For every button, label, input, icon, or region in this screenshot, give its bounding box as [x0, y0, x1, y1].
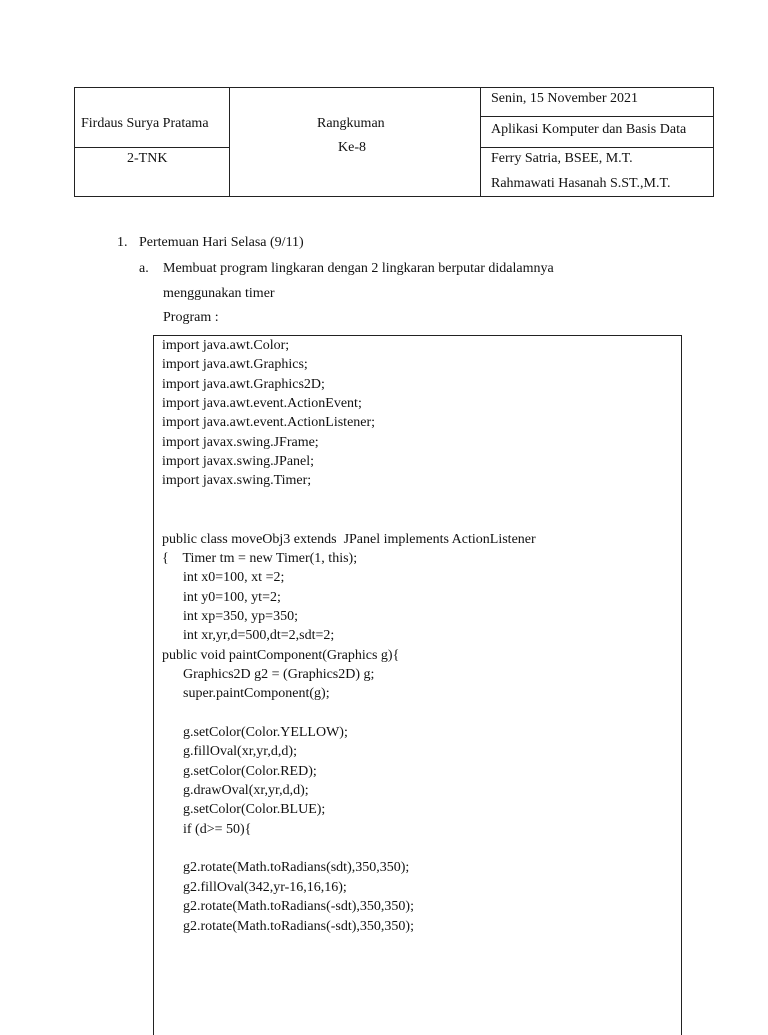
code-line: import javax.swing.JFrame;: [162, 434, 319, 450]
student-name: Firdaus Surya Pratama: [81, 116, 209, 131]
sub-item-text: Membuat program lingkaran dengan 2 lingkaran berputar didalamnya: [163, 261, 554, 276]
code-line: g.drawOval(xr,yr,d,d);: [162, 783, 309, 799]
code-line: g2.rotate(Math.toRadians(-sdt),350,350);: [162, 918, 414, 934]
program-label: Program :: [163, 310, 219, 325]
document-date: Senin, 15 November 2021: [491, 91, 638, 106]
code-line: g.setColor(Color.RED);: [162, 763, 317, 779]
header-table: [74, 87, 714, 197]
code-line: int y0=100, yt=2;: [162, 589, 281, 605]
code-line: Graphics2D g2 = (Graphics2D) g;: [162, 666, 375, 682]
code-line: g2.fillOval(342,yr-16,16,16);: [162, 879, 347, 895]
code-line: g2.rotate(Math.toRadians(sdt),350,350);: [162, 860, 410, 876]
code-line: super.paintComponent(g);: [162, 686, 330, 702]
lecturer-name: Rahmawati Hasanah S.ST.,M.T.: [491, 176, 671, 191]
document-title: Rangkuman: [317, 116, 385, 131]
code-line: { Timer tm = new Timer(1, this);: [162, 550, 358, 566]
code-line: import java.awt.Graphics;: [162, 357, 308, 373]
code-line: public void paintComponent(Graphics g){: [162, 647, 400, 663]
code-line: g.setColor(Color.BLUE);: [162, 802, 326, 818]
sub-item-text: menggunakan timer: [163, 286, 275, 301]
table-divider: [480, 147, 713, 148]
code-line: import java.awt.event.ActionListener;: [162, 415, 376, 431]
code-line: g2.rotate(Math.toRadians(-sdt),350,350);: [162, 899, 414, 915]
code-line: import javax.swing.Timer;: [162, 473, 312, 489]
code-line: import java.awt.event.ActionEvent;: [162, 396, 362, 412]
code-line: import java.awt.Color;: [162, 338, 290, 353]
table-divider: [480, 88, 481, 196]
course-name: Aplikasi Komputer dan Basis Data: [491, 122, 687, 137]
code-line: g.fillOval(xr,yr,d,d);: [162, 744, 297, 760]
code-line: int xr,yr,d=500,dt=2,sdt=2;: [162, 628, 335, 644]
table-divider: [75, 147, 229, 148]
sub-list-letter: a.: [139, 261, 149, 276]
code-line: public class moveObj3 extends JPanel implements ActionListener: [162, 531, 536, 547]
code-box: [153, 335, 682, 1035]
code-line: import java.awt.Graphics2D;: [162, 376, 325, 392]
table-divider: [480, 116, 713, 117]
student-class: 2-TNK: [127, 151, 168, 166]
document-subtitle: Ke-8: [338, 140, 366, 155]
section-heading: Pertemuan Hari Selasa (9/11): [139, 235, 304, 250]
list-number: 1.: [117, 235, 128, 250]
code-line: import javax.swing.JPanel;: [162, 454, 315, 470]
code-line: int xp=350, yp=350;: [162, 608, 298, 624]
code-line: g.setColor(Color.YELLOW);: [162, 725, 348, 740]
code-line: if (d>= 50){: [162, 821, 252, 837]
code-line: int x0=100, xt =2;: [162, 570, 285, 586]
table-divider: [229, 88, 230, 196]
lecturer-name: Ferry Satria, BSEE, M.T.: [491, 151, 633, 166]
